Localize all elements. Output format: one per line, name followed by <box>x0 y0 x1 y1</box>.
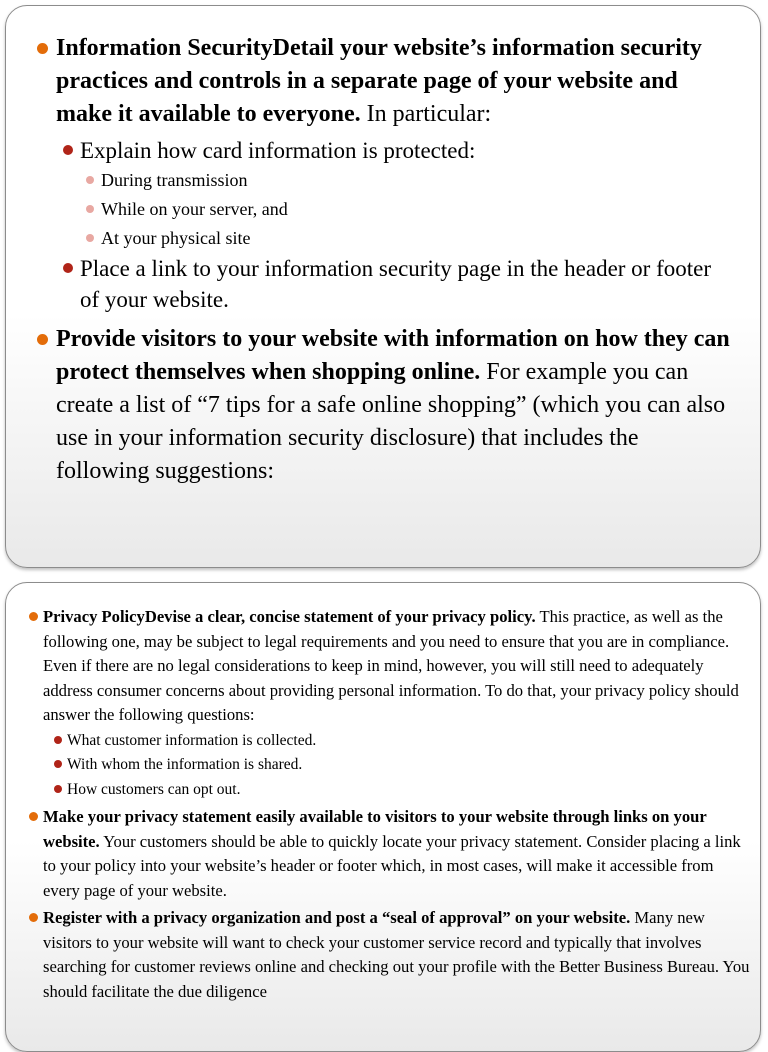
bullet-privacy-organization <box>43 906 754 1004</box>
bullet-bold-text: Register with a privacy organization and post a “seal of approval” on your website. <box>43 908 631 927</box>
sub-bullet-text: Explain how card information is protected: <box>80 138 476 163</box>
sub-bullet-text: How customers can opt out. <box>67 780 241 798</box>
sub-bullet-text: What customer information is collected. <box>67 731 317 749</box>
slide-2-content <box>6 583 760 1004</box>
bullet-dot-icon <box>86 234 94 242</box>
bullet-dot-icon <box>37 334 48 345</box>
bullet-bold-text: Provide visitors to your website with information on how they can protect themselves when shopping online. <box>56 326 730 385</box>
bullet-text: Your customers should be able to quickly locate your privacy statement. Consider placing a link to your policy into your website’s header or footer which, in most cases, will make it accessible from every page of your website. <box>43 831 741 900</box>
bullet-privacy-policy <box>43 605 754 728</box>
sub-bullet-text: Place a link to your information security page in the header or footer of your website. <box>80 256 712 312</box>
bullet-text: For example you can create a list of “7 tips for a safe online shopping” (which you can also use in your information security disclosure) that includes the following suggestions: <box>56 359 726 484</box>
sub-bullet-place-link <box>80 253 730 315</box>
bullet-bold-text: Information SecurityDetail your website’s information security practices and controls in a separate page of your website and make it available to everyone. <box>56 35 702 127</box>
bullet-text: In particular: <box>360 101 492 127</box>
sub-bullet-opt-out <box>67 778 754 803</box>
bullet-privacy-statement-available <box>43 805 754 903</box>
sub-bullet-text: With whom the information is shared. <box>67 756 303 773</box>
subsub-bullet-text: During transmission <box>101 170 248 190</box>
bullet-dot-icon <box>86 176 94 184</box>
bullet-dot-icon <box>63 145 73 155</box>
bullet-dot-icon <box>86 205 94 213</box>
bullet-bold-text: Make your privacy statement easily available to visitors to your website through links on your website. <box>43 807 707 851</box>
sub-bullet-info-collected <box>67 729 754 754</box>
sub-bullet-card-info <box>80 135 730 166</box>
bullet-text: This practice, as well as the following one, may be subject to legal requirements and you need to ensure that you are in compliance. Even if there are no legal considerations to keep in mind, however, you will still need to adequately address consumer concerns about providing personal information. To do that, your privacy policy should answer the following questions: <box>43 607 739 724</box>
subsub-bullet-server <box>101 195 730 224</box>
bullet-dot-icon <box>29 913 38 922</box>
bullet-bold-text: Privacy PolicyDevise a clear, concise statement of your privacy policy. <box>43 607 536 626</box>
bullet-provide-visitors <box>56 323 730 488</box>
slide-2 <box>5 582 761 1052</box>
subsub-bullet-text: While on your server, and <box>101 199 288 219</box>
slide-1-content <box>6 6 760 488</box>
bullet-dot-icon <box>29 812 38 821</box>
subsub-bullet-physical-site <box>101 224 730 253</box>
bullet-dot-icon <box>37 43 48 54</box>
bullet-dot-icon <box>54 736 62 744</box>
bullet-dot-icon <box>29 612 38 621</box>
bullet-dot-icon <box>54 785 62 793</box>
bullet-information-security <box>56 32 730 131</box>
sub-bullet-info-shared <box>67 753 754 778</box>
bullet-dot-icon <box>63 263 73 273</box>
subsub-bullet-text: At your physical site <box>101 228 251 248</box>
slide-1 <box>5 5 761 568</box>
bullet-dot-icon <box>54 760 62 768</box>
subsub-bullet-transmission <box>101 166 730 195</box>
bullet-text: Many new visitors to your website will want to check your customer service record and typically that involves searching for customer reviews online and checking out your profile with the Better Business Bureau. You should facilitate the due diligence <box>43 908 750 1001</box>
